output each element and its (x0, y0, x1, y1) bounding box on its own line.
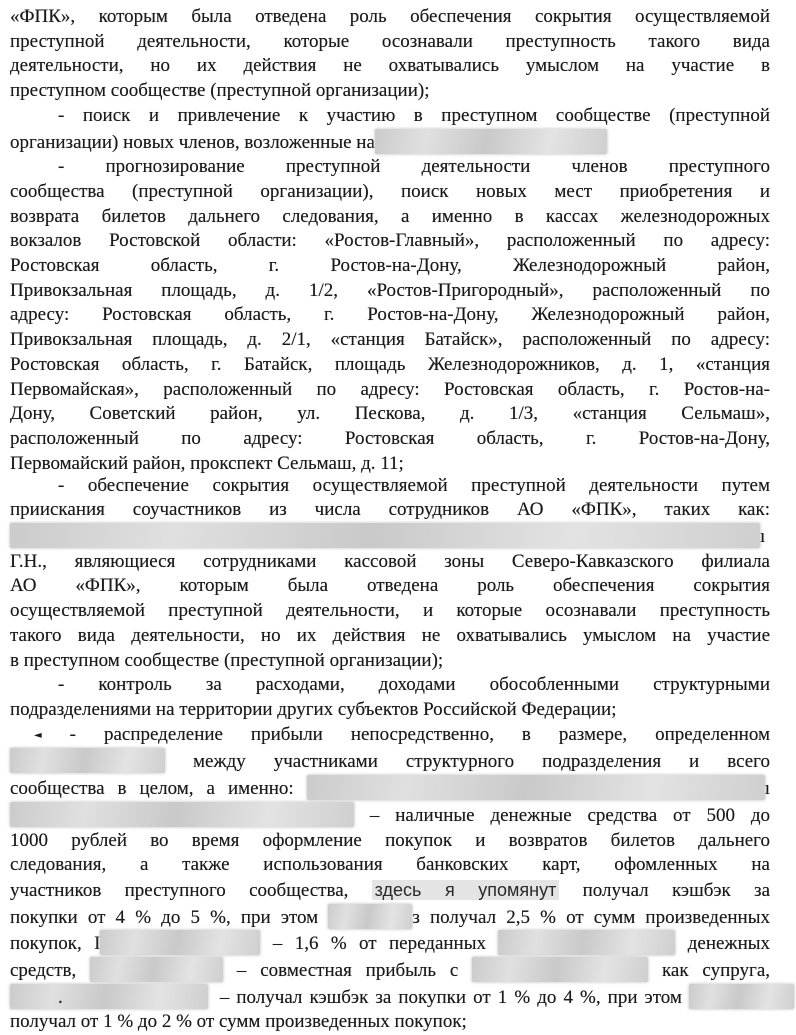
text-line (10, 698, 770, 723)
redaction-bar (10, 523, 760, 548)
text-segment: деятельности, но их действия не охватывались умыслом на участие в (10, 55, 770, 77)
text-segment: Г.Н., являющиеся сотрудниками кассовой зоны Северо-Кавказского филиала (10, 550, 770, 572)
text-line (10, 254, 770, 279)
text-line (10, 474, 770, 499)
text-segment: - прогнозирование преступной деятельности членов преступного (58, 156, 770, 178)
redaction-bar (689, 984, 794, 1009)
text-line (10, 353, 770, 378)
text-line (10, 904, 770, 931)
text-segment: 1000 рублей во время оформление покупок и возвратов билетов дальнего (10, 829, 770, 851)
text-segment: сообщества в целом, а именно: (10, 778, 307, 800)
text-line (10, 205, 770, 230)
text-segment: такого вида деятельности, но их действия не охватывались умыслом на участие (10, 624, 770, 646)
text-segment: расположенный по адресу: Ростовская область, г. Ростов-на-Дону, (10, 427, 770, 449)
text-line (10, 129, 770, 156)
text-segment: ı (760, 526, 766, 548)
text-line (10, 957, 770, 984)
text-segment: следования, а также использования банковских карт, офомленных на (10, 854, 770, 876)
text-line (10, 930, 770, 957)
inline-annotation: здесь я упомянут (372, 880, 560, 900)
text-segment: адресу: Ростовская область, г. Ростов-на-Дону, Железнодорожный район, (10, 304, 770, 326)
text-segment: получал кэшбэк за (559, 879, 770, 901)
text-segment: организации) новых членов, возложенные на (10, 131, 375, 153)
text-line (10, 378, 770, 403)
text-line (10, 452, 770, 474)
text-segment: Ростовская область, г. Батайск, площадь Железнодорожников, д. 1, «станция (10, 353, 770, 375)
text-line (10, 829, 770, 854)
text-line (10, 723, 770, 749)
text-segment: Привокзальная площадь, д. 2/1, «станция Батайск», расположенный по адресу: (10, 329, 770, 351)
text-segment: осуществляемой преступной деятельности, и которые осознавали преступность (10, 600, 770, 622)
text-line (10, 303, 770, 328)
text-line (10, 279, 770, 304)
text-segment: – совместная прибыль с (223, 960, 473, 982)
text-line (10, 54, 770, 79)
text-segment: покупки от 4 % до 5 %, при этом (10, 906, 329, 928)
redaction-bar (90, 957, 223, 982)
text-line (10, 498, 770, 523)
text-line (10, 402, 770, 427)
text-line (10, 523, 770, 550)
text-segment: сообщества (преступной организации), поиск новых мест приобретения и (10, 180, 770, 202)
redaction-bar (10, 802, 354, 827)
text-line (10, 30, 770, 55)
text-line (10, 748, 770, 775)
text-segment: подразделениями на территории других субъектов Российской Федерации; (10, 698, 617, 720)
text-segment: как супруга, (648, 960, 770, 982)
text-segment: Ростовская область, г. Ростов-на-Дону, Железнодорожный район, (10, 255, 770, 277)
text-segment: АО «ФПК», которым была отведена роль обеспечения сокрытия (10, 575, 770, 597)
text-line (10, 229, 770, 254)
text-segment: получал от 1 % до 2 % от сумм произведенных покупок; (10, 1011, 467, 1033)
text-segment: преступном сообществе (преступной организации); (10, 80, 430, 102)
text-segment: – 1,6 % от переданных (260, 933, 499, 955)
redaction-bar (10, 748, 165, 773)
text-segment: «ФПК», которым была отведена роль обеспечения сокрытия осуществляемой (10, 6, 770, 27)
text-line (10, 775, 770, 802)
text-segment: приискания соучастников из числа сотрудников АО «ФПК», таких как: (10, 499, 770, 521)
text-line (10, 1010, 770, 1035)
text-line (10, 180, 770, 205)
text-segment: ı (764, 778, 770, 800)
revision-marker-icon: ◄ (34, 729, 42, 741)
text-line (10, 104, 770, 129)
text-segment: преступной деятельности, которые осознавали преступность такого вида (10, 30, 770, 52)
text-line (10, 550, 770, 575)
text-line (10, 673, 770, 698)
redaction-bar (307, 775, 765, 800)
text-segment: средств, (10, 960, 91, 982)
text-line (10, 427, 770, 452)
redaction-bar (375, 129, 607, 154)
text-line (10, 649, 770, 674)
text-line (10, 984, 794, 1011)
text-segment: Дону, Советский район, ул. Пескова, д. 1/3, «станция Сельмаш», (10, 403, 770, 425)
text-segment: вокзалов Ростовской области: «Ростов-Главный», расположенный по адресу: (10, 230, 770, 252)
text-segment: участников преступного сообщества, (10, 879, 372, 901)
text-segment: . (58, 986, 63, 1008)
text-segment: – получал кэшбэк за покупки от 1 % до 4 %, при этом (212, 986, 689, 1008)
text-line (10, 5, 770, 30)
redaction-bar (498, 930, 675, 955)
text-segment: денежных (675, 933, 770, 955)
text-segment: покупок, I (10, 933, 101, 955)
text-segment: - обеспечение сокрытия осуществляемой преступной деятельности путем (58, 474, 770, 496)
redaction-bar (10, 984, 208, 1009)
text-segment: - контроль за расходами, доходами обособленными структурными (58, 674, 770, 696)
text-segment: Привокзальная площадь, д. 1/2, «Ростов-Пригородный», расположенный по (10, 279, 770, 301)
redaction-bar (328, 904, 412, 929)
text-segment: - поиск и привлечение к участию в преступном сообществе (преступной (58, 104, 770, 126)
text-segment: между участниками структурного подразделения и всего (165, 751, 770, 773)
redaction-bar (100, 930, 260, 955)
text-line (10, 853, 770, 878)
text-line (10, 574, 770, 599)
text-segment: з получал 2,5 % от сумм произведенных (412, 906, 770, 928)
text-line (10, 802, 770, 829)
text-line (10, 599, 770, 624)
text-segment: Первомайская», расположенный по адресу: Ростовская область, г. Ростов-на- (10, 378, 770, 400)
text-segment: Первомайский район, прокспект Сельмаш, д. 11; (10, 452, 404, 474)
text-line (10, 155, 770, 180)
text-segment: возврата билетов дальнего следования, а именно в кассах железнодорожных (10, 205, 770, 227)
text-line (10, 79, 770, 104)
text-line (10, 328, 770, 353)
text-segment: - распределение прибыли непосредственно, в размере, определенном (41, 723, 770, 745)
redaction-bar (472, 957, 648, 982)
text-line (10, 878, 770, 904)
text-segment: – наличные денежные средства от 500 до (354, 804, 770, 826)
text-line (10, 624, 770, 649)
text-segment: в преступном сообществе (преступной организации); (10, 649, 444, 671)
